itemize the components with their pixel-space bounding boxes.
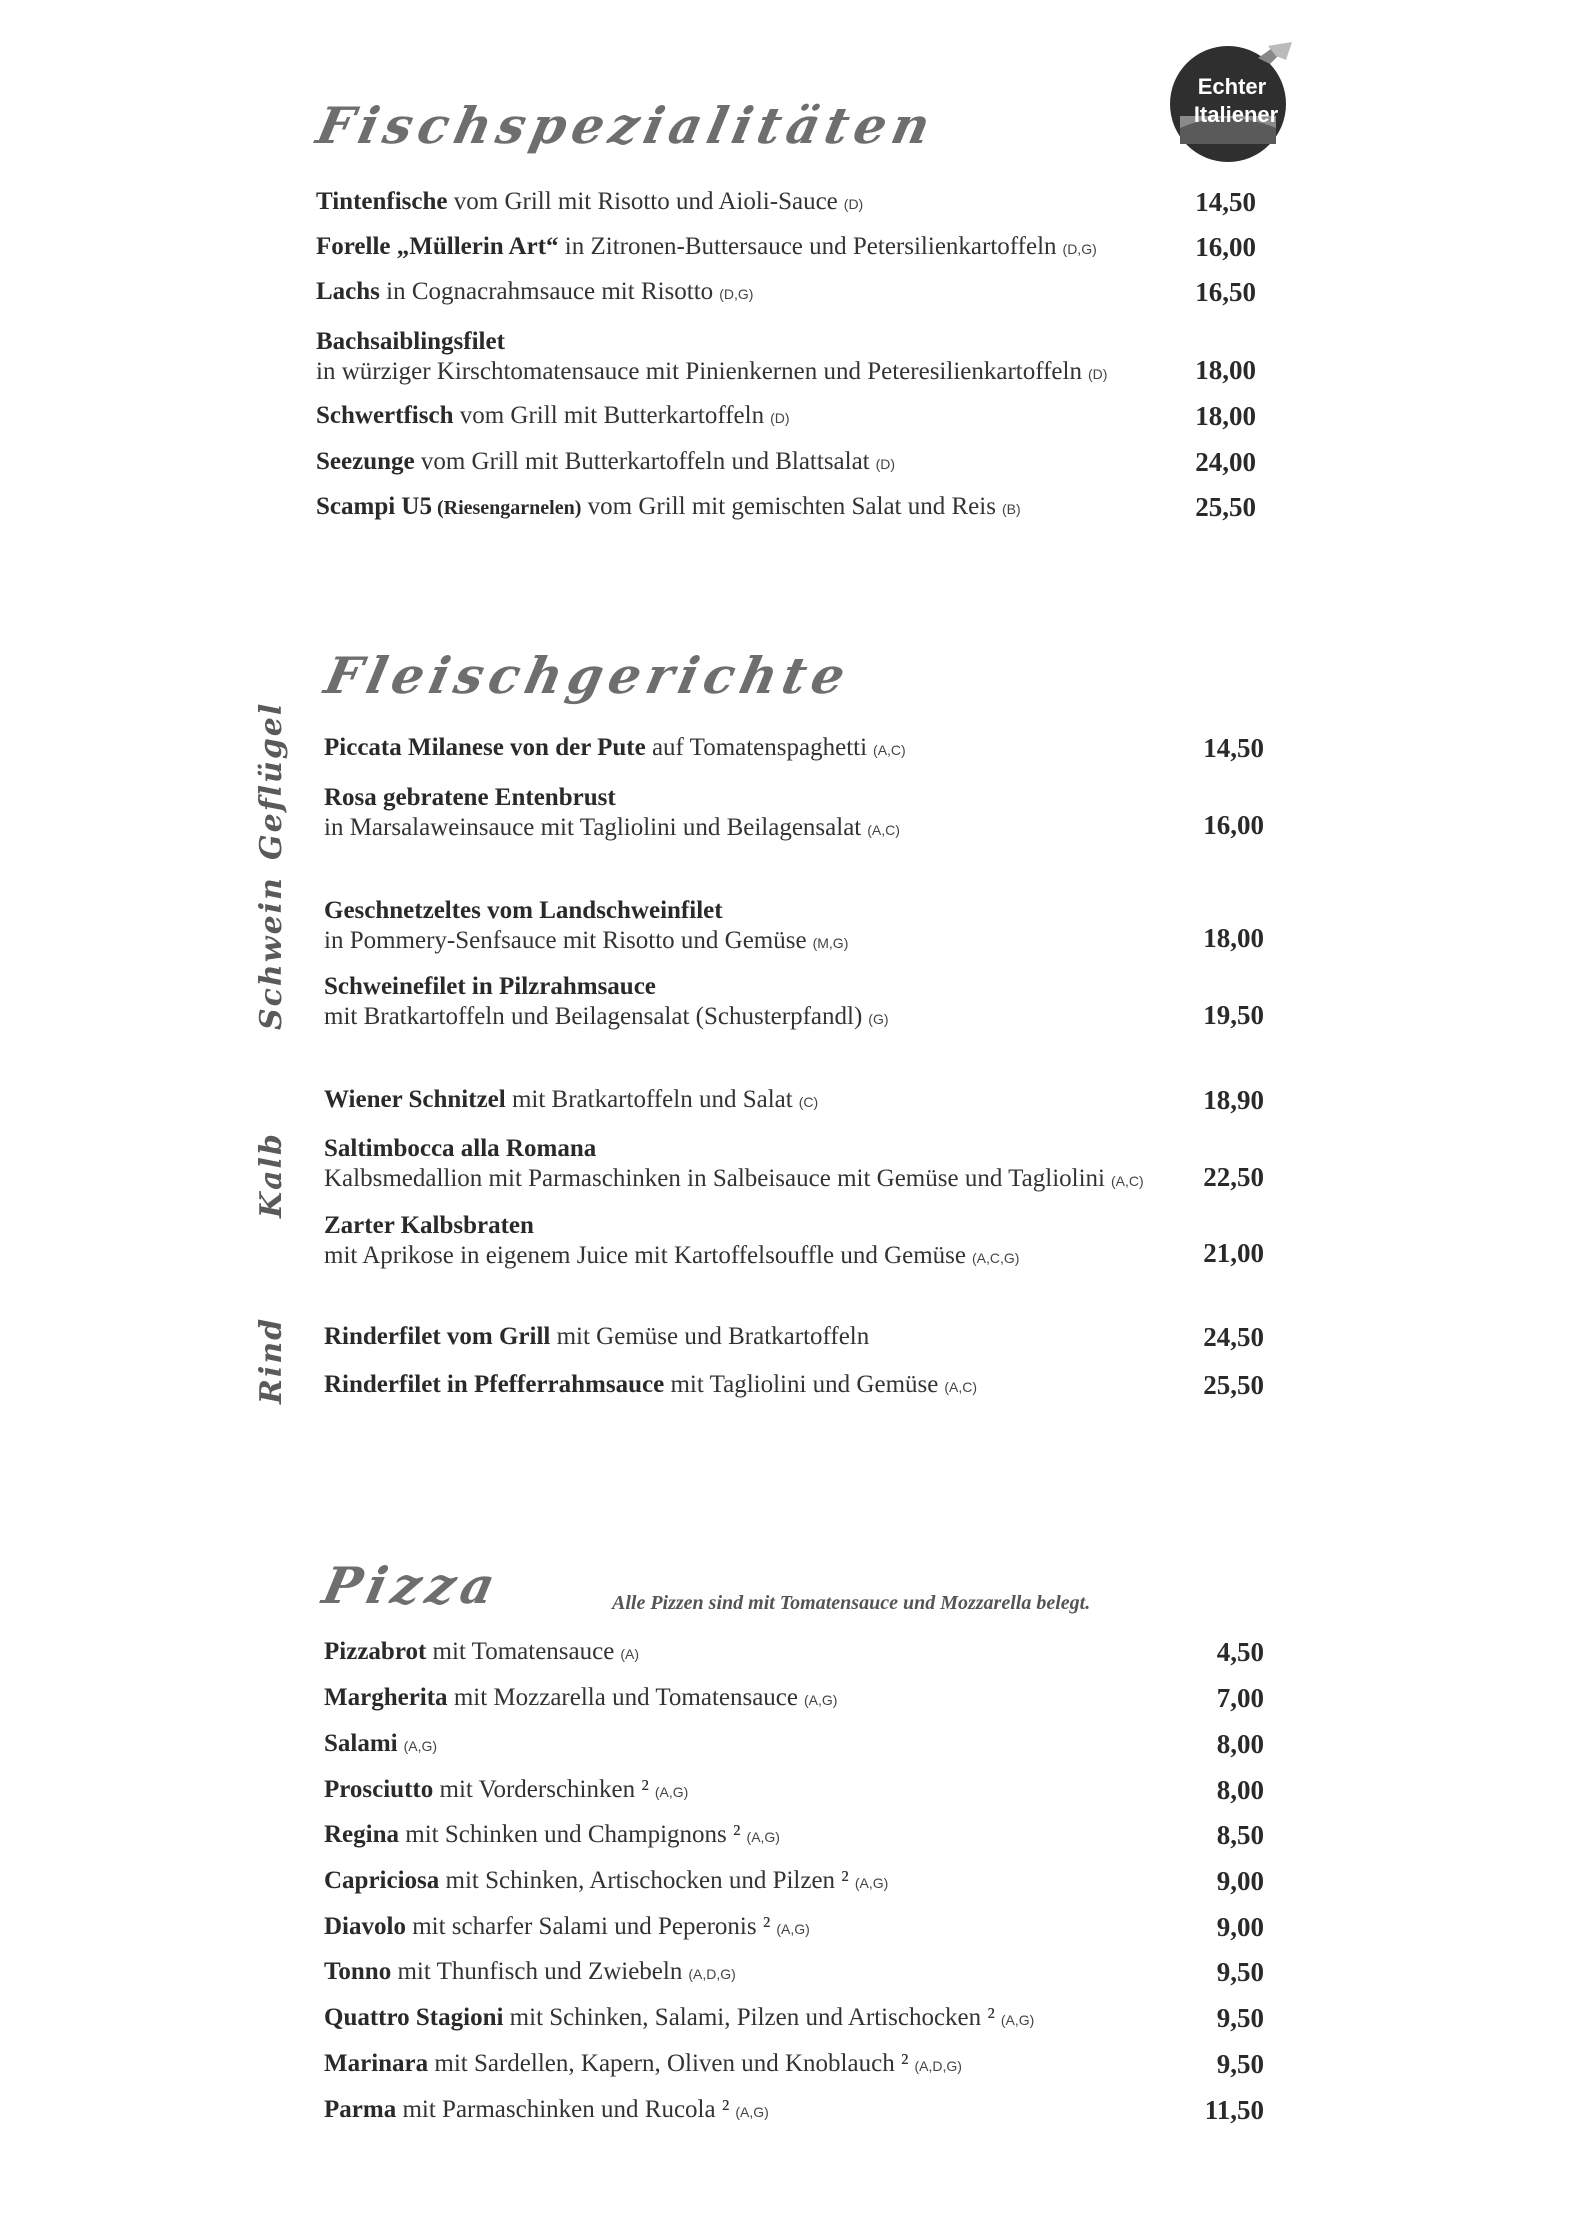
menu-item: Forelle „Müllerin Art“ in Zitronen-Buttersauce und Petersilienkartoffeln (D,G) [316,233,1097,260]
price: 7,00 [1216,1683,1264,1713]
price: 14,50 [1195,187,1256,217]
menu-item: Seezunge vom Grill mit Butterkartoffeln und Blattsalat (D) [316,448,896,475]
price: 18,90 [1203,1085,1264,1115]
price: 9,50 [1216,2049,1264,2079]
price: 21,00 [1203,1238,1264,1268]
price: 19,50 [1203,1000,1264,1030]
price: 24,00 [1195,447,1256,477]
menu-item: Prosciutto mit Vorderschinken ² (A,G) [324,1776,689,1803]
menu-item: Regina mit Schinken und Champignons ² (A,G) [324,1821,780,1848]
price: 16,50 [1195,277,1256,307]
side-label-rind: Rind [254,1316,289,1404]
side-label-schwein: Schwein [254,876,289,1030]
menu-item: Pizzabrot mit Tomatensauce (A) [324,1638,639,1665]
section-title-fleisch: Fleischgerichte [319,646,857,705]
price: 8,00 [1216,1775,1264,1805]
price: 25,50 [1195,492,1256,522]
menu-item: Tonno mit Thunfisch und Zwiebeln (A,D,G) [324,1958,736,1985]
price: 24,50 [1203,1322,1264,1352]
menu-item: Rinderfilet vom Grill mit Gemüse und Bratkartoffeln [324,1323,870,1350]
price: 18,00 [1195,401,1256,431]
menu-item: Lachs in Cognacrahmsauce mit Risotto (D,G) [316,278,754,305]
price: 9,00 [1216,1866,1264,1896]
menu-item: Margherita mit Mozzarella und Tomatensauce (A,G) [324,1684,838,1711]
menu-item: Capriciosa mit Schinken, Artischocken und Pilzen ² (A,G) [324,1867,889,1894]
menu-item: Saltimbocca alla Romana Kalbsmedallion mit Parmaschinken in Salbeisauce mit Gemüse und Tagliolini (A,C) [324,1135,1144,1192]
menu-item: Schweinefilet in Pilzrahmsauce mit Bratkartoffeln und Beilagensalat (Schusterpfandl) (G) [324,973,889,1030]
menu-item: Salami (A,G) [324,1730,438,1757]
logo-line2: Italiener [1193,102,1279,127]
price: 18,00 [1203,923,1264,953]
price: 14,50 [1203,733,1264,763]
price: 16,00 [1203,810,1264,840]
price: 9,00 [1216,1912,1264,1942]
pizza-note: Alle Pizzen sind mit Tomatensauce und Mozzarella belegt. [612,1592,1091,1614]
price: 22,50 [1203,1162,1264,1192]
echter-italiener-logo [1166,38,1298,164]
menu-item: Geschnetzeltes vom Landschweinfilet in Pommery-Senfsauce mit Risotto und Gemüse (M,G) [324,897,849,954]
price: 9,50 [1216,2003,1264,2033]
menu-item: Schwertfisch vom Grill mit Butterkartoffeln (D) [316,402,790,429]
price: 18,00 [1195,355,1256,385]
price: 16,00 [1195,232,1256,262]
price: 11,50 [1204,2095,1264,2125]
logo-line1: Echter [1197,74,1267,99]
menu-item: Marinara mit Sardellen, Kapern, Oliven und Knoblauch ² (A,D,G) [324,2050,962,2077]
menu-item: Rinderfilet in Pfefferrahmsauce mit Tagliolini und Gemüse (A,C) [324,1371,978,1398]
side-label-kalb: Kalb [254,1132,289,1218]
menu-item: Parma mit Parmaschinken und Rucola ² (A,G) [324,2096,769,2123]
menu-item: Wiener Schnitzel mit Bratkartoffeln und Salat (C) [324,1086,819,1113]
menu-item: Rosa gebratene Entenbrust in Marsalaweinsauce mit Tagliolini und Beilagensalat (A,C) [324,784,900,841]
menu-item: Piccata Milanese von der Pute auf Tomatenspaghetti (A,C) [324,734,906,761]
menu-item: Zarter Kalbsbraten mit Aprikose in eigenem Juice mit Kartoffelsouffle und Gemüse (A,C,G) [324,1212,1020,1269]
price: 25,50 [1203,1370,1264,1400]
menu-item: Tintenfische vom Grill mit Risotto und Aioli-Sauce (D) [316,188,864,215]
price: 8,50 [1216,1820,1264,1850]
price: 9,50 [1216,1957,1264,1987]
price: 4,50 [1216,1637,1264,1667]
menu-item: Bachsaiblingsfilet in würziger Kirschtomatensauce mit Pinienkernen und Peteresilienkartoffeln (D) [316,328,1108,385]
side-label-gefluegel: Geflügel [254,701,289,860]
section-title-fisch: Fischspezialitäten [311,96,942,155]
menu-item: Quattro Stagioni mit Schinken, Salami, Pilzen und Artischocken ² (A,G) [324,2004,1035,2031]
menu-item: Scampi U5 (Riesengarnelen) vom Grill mit gemischten Salat und Reis (B) [316,493,1021,520]
section-title-pizza: Pizza [317,1556,507,1615]
price: 8,00 [1216,1729,1264,1759]
menu-item: Diavolo mit scharfer Salami und Peperonis ² (A,G) [324,1913,810,1940]
